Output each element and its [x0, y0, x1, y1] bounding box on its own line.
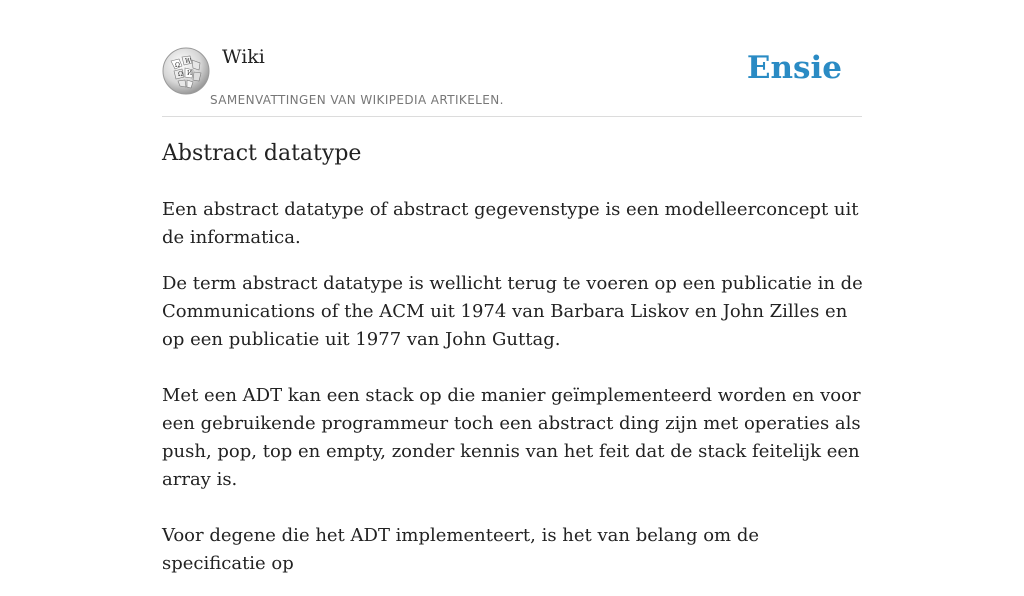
article-content — [162, 138, 864, 596]
svg-text:Ω: Ω — [178, 71, 183, 78]
site-header — [162, 40, 862, 117]
svg-text:Ω: Ω — [175, 62, 180, 69]
svg-text:И: И — [187, 70, 193, 77]
article-paragraph: Voor degene die het ADT implementeert, is het van belang om de specificatie op — [162, 525, 759, 574]
article-title: Abstract datatype — [162, 141, 362, 166]
svg-text:W: W — [185, 58, 192, 65]
ensie-brand-logo[interactable]: Ensie — [746, 50, 842, 86]
site-tagline: SAMENVATTINGEN VAN WIKIPEDIA ARTIKELEN. — [210, 93, 504, 107]
wikipedia-globe-icon[interactable] — [162, 47, 210, 95]
site-title[interactable]: Wiki — [222, 46, 265, 68]
article-paragraph: Met een ADT kan een stack op die manier geïmplementeerd worden en voor een gebruikende programmeur toch een abstract ding zijn met operaties als push, pop, top en empty, zonder kennis van het feit dat de stack feitelijk een array is. — [162, 385, 861, 490]
article-paragraph: De term abstract datatype is wellicht terug te voeren op een publicatie in de Communications of the ACM uit 1974 van Barbara Liskov en John Zilles en op een publicatie uit 1977 van John Guttag. — [162, 273, 863, 350]
article-paragraph: Een abstract datatype of abstract gegevenstype is een modelleerconcept uit de informatica. — [162, 199, 859, 248]
